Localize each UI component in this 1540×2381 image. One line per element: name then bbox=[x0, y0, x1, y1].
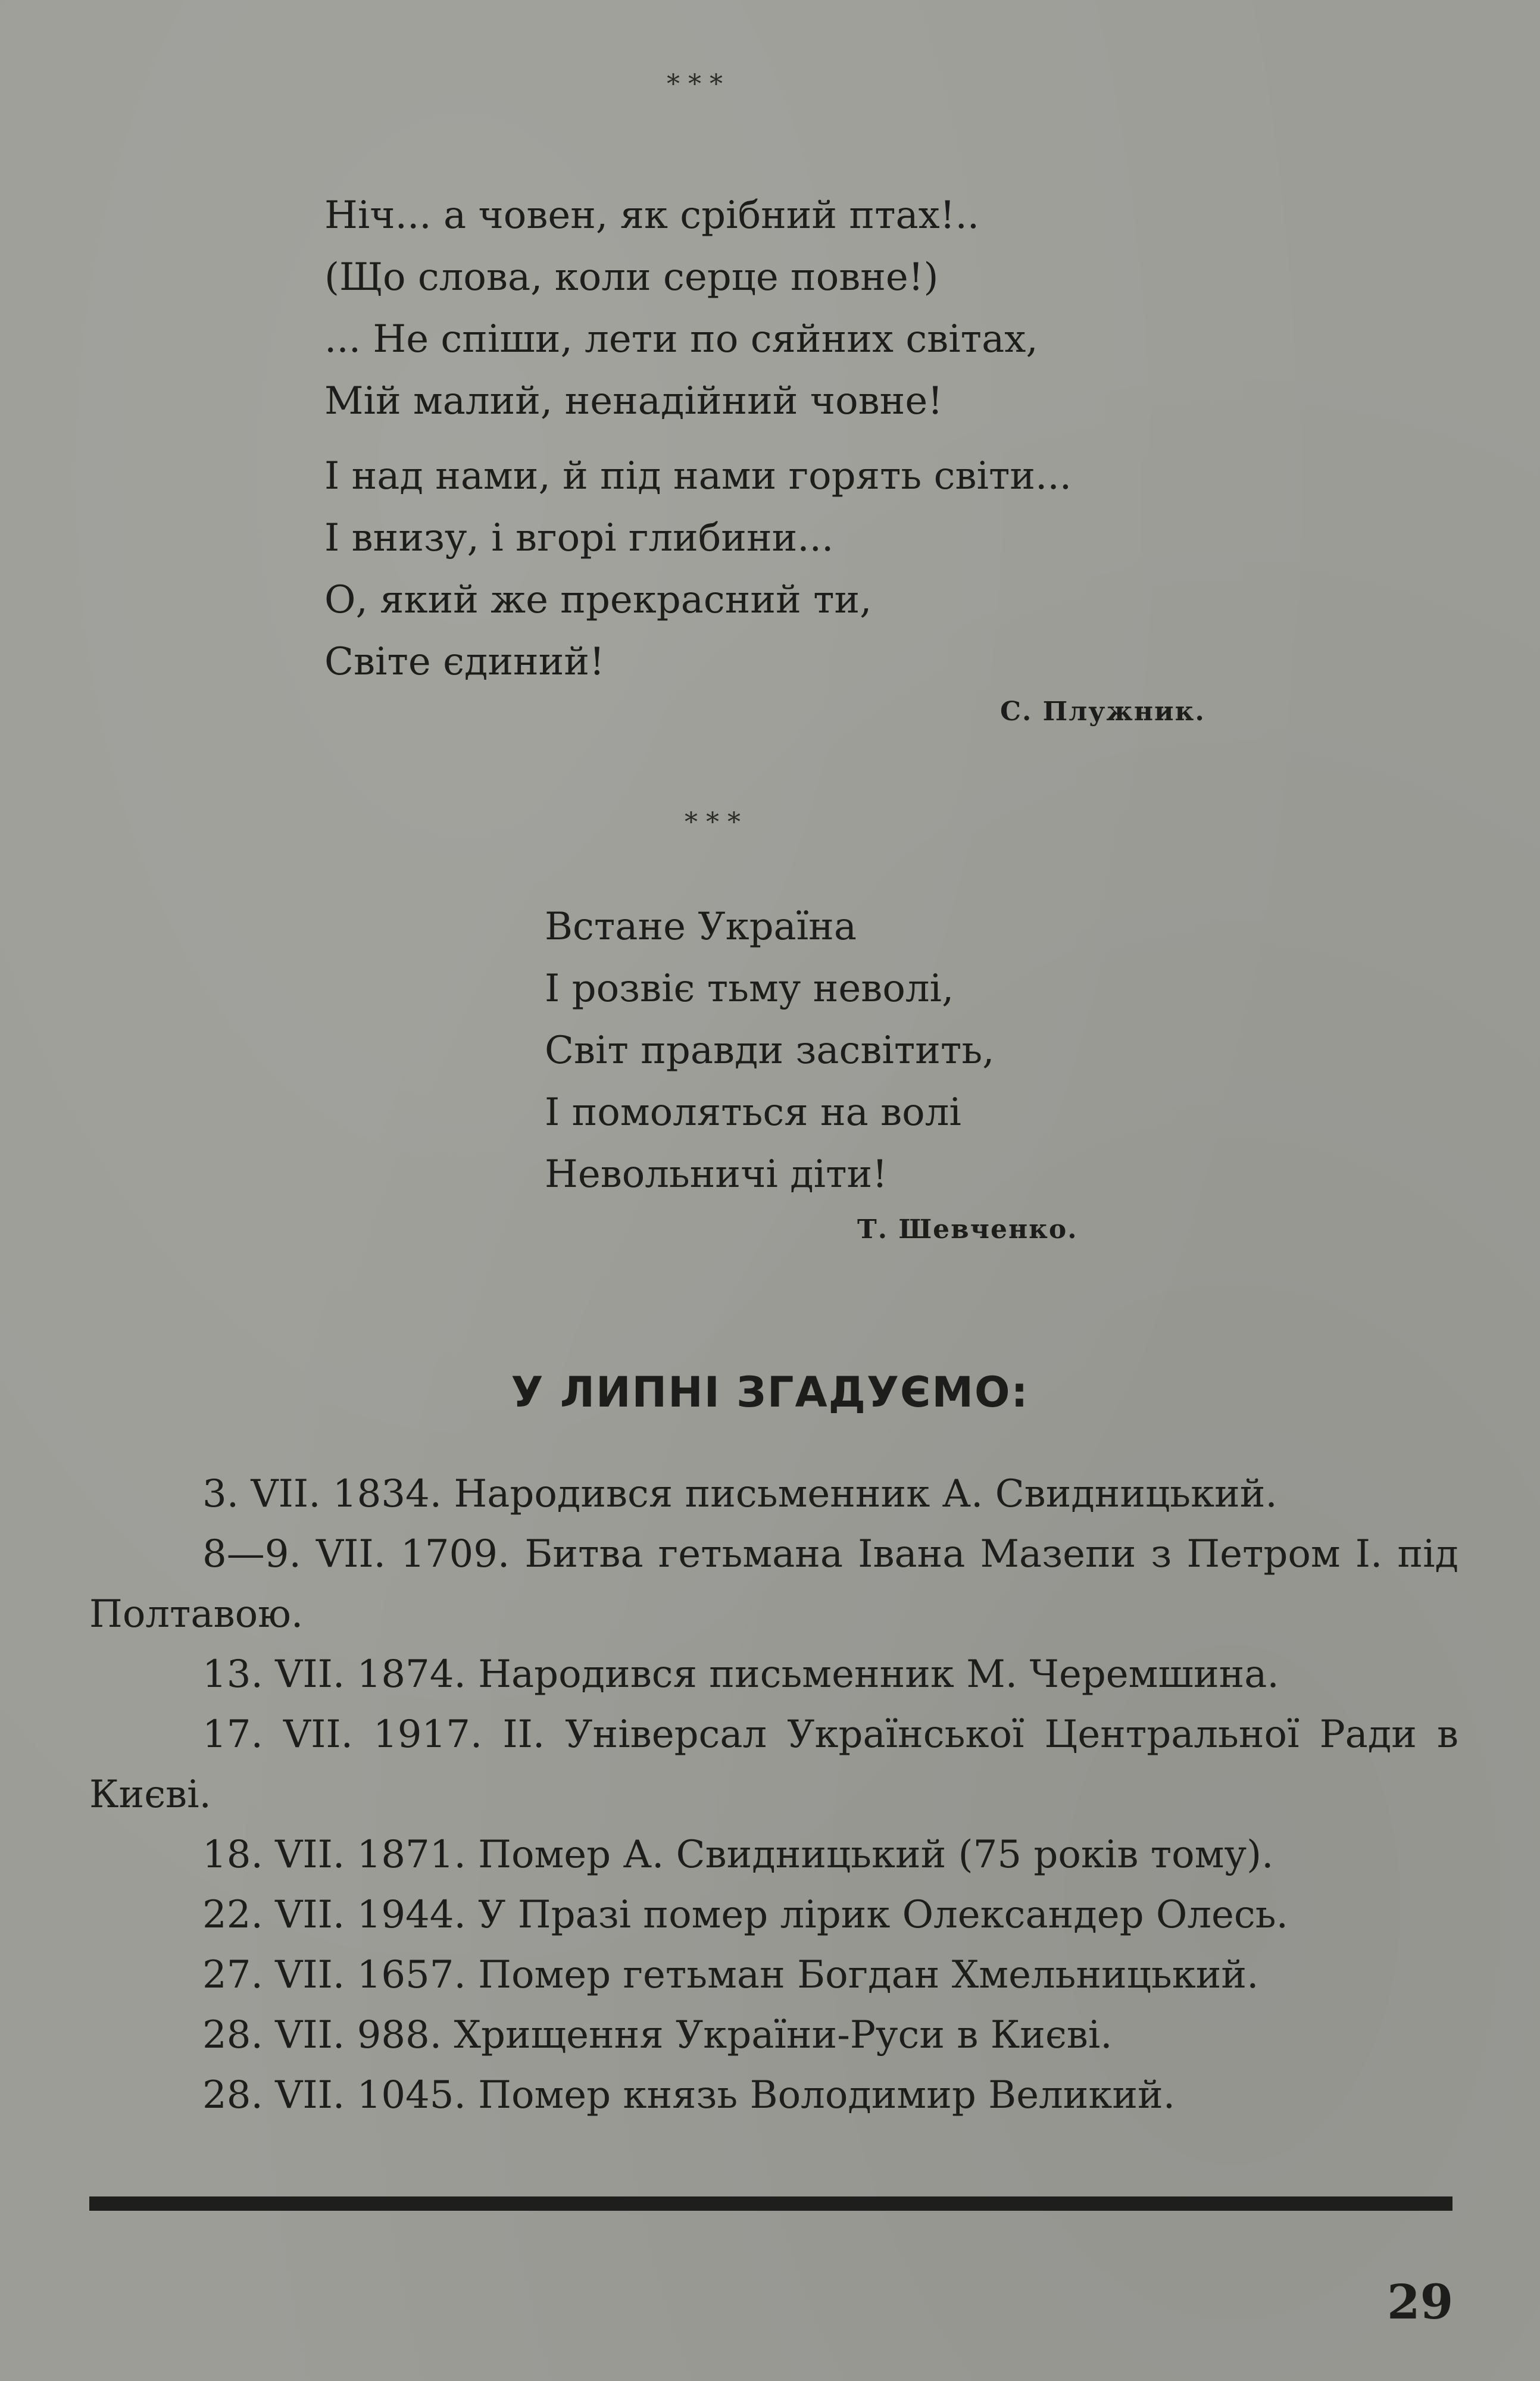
list-item: 8—9. VII. 1709. Битва гетьмана Івана Мазепи з Петром I. під Полтавою. bbox=[89, 1532, 1458, 1636]
poem-shevchenko bbox=[545, 896, 995, 1205]
poem-line: Світе єдиний! bbox=[324, 640, 605, 684]
poem-author-shevchenko: Т. Шевченко. bbox=[857, 1214, 1078, 1245]
poem-line: Встане Україна bbox=[545, 905, 857, 949]
poem-line: І внизу, і вгорі глибини... bbox=[324, 516, 834, 560]
poem-pluzhnyk bbox=[324, 185, 1072, 693]
list-item: 18. VII. 1871. Помер А. Свидницький (75 років тому). bbox=[202, 1833, 1274, 1877]
list-item: 28. VII. 1045. Помер князь Володимир Великий. bbox=[202, 2073, 1176, 2117]
list-item: 22. VII. 1944. У Празі помер лірик Олександер Олесь. bbox=[202, 1893, 1288, 1937]
poem-line: І над нами, й під нами горять світи... bbox=[324, 454, 1072, 498]
poem-author-pluzhnyk: С. Плужник. bbox=[1000, 696, 1205, 727]
poem-line: Мій малий, ненадійний човне! bbox=[324, 379, 943, 423]
poem-line: О, який же прекрасний ти, bbox=[324, 578, 872, 622]
poem-line: Невольничі діти! bbox=[545, 1152, 888, 1196]
stanza-gap bbox=[324, 432, 1072, 445]
poem-line: І розвіє тьму неволі, bbox=[545, 967, 954, 1011]
poem-line: ... Не спіши, лети по сяйних світах, bbox=[324, 317, 1038, 361]
anniversary-list bbox=[89, 1464, 1458, 2126]
section-title: У ЛИПНІ ЗГАДУЄМО: bbox=[511, 1368, 1029, 1417]
horizontal-rule bbox=[89, 2196, 1452, 2211]
page-number: 29 bbox=[1387, 2274, 1454, 2330]
poem-line: І помоляться на волі bbox=[545, 1090, 961, 1135]
list-item: 3. VII. 1834. Народився письменник А. Свидницький. bbox=[202, 1472, 1277, 1516]
poem-line: Ніч... а човен, як срібний птах!.. bbox=[324, 193, 980, 238]
list-item: 28. VII. 988. Хрищення України-Руси в Києві. bbox=[202, 2013, 1113, 2057]
list-item: 17. VII. 1917. II. Універсал Української Центральної Ради в Києві. bbox=[89, 1713, 1458, 1817]
list-item: 27. VII. 1657. Помер гетьман Богдан Хмельницький. bbox=[202, 1953, 1259, 1997]
list-item: 13. VII. 1874. Народився письменник М. Черемшина. bbox=[202, 1652, 1279, 1696]
poem-line: Світ правди засвітить, bbox=[545, 1029, 995, 1073]
ornament-asterism-1: * * * bbox=[667, 69, 723, 99]
ornament-asterism-2: * * * bbox=[685, 807, 741, 838]
poem-line: (Що слова, коли серце повне!) bbox=[324, 255, 939, 299]
